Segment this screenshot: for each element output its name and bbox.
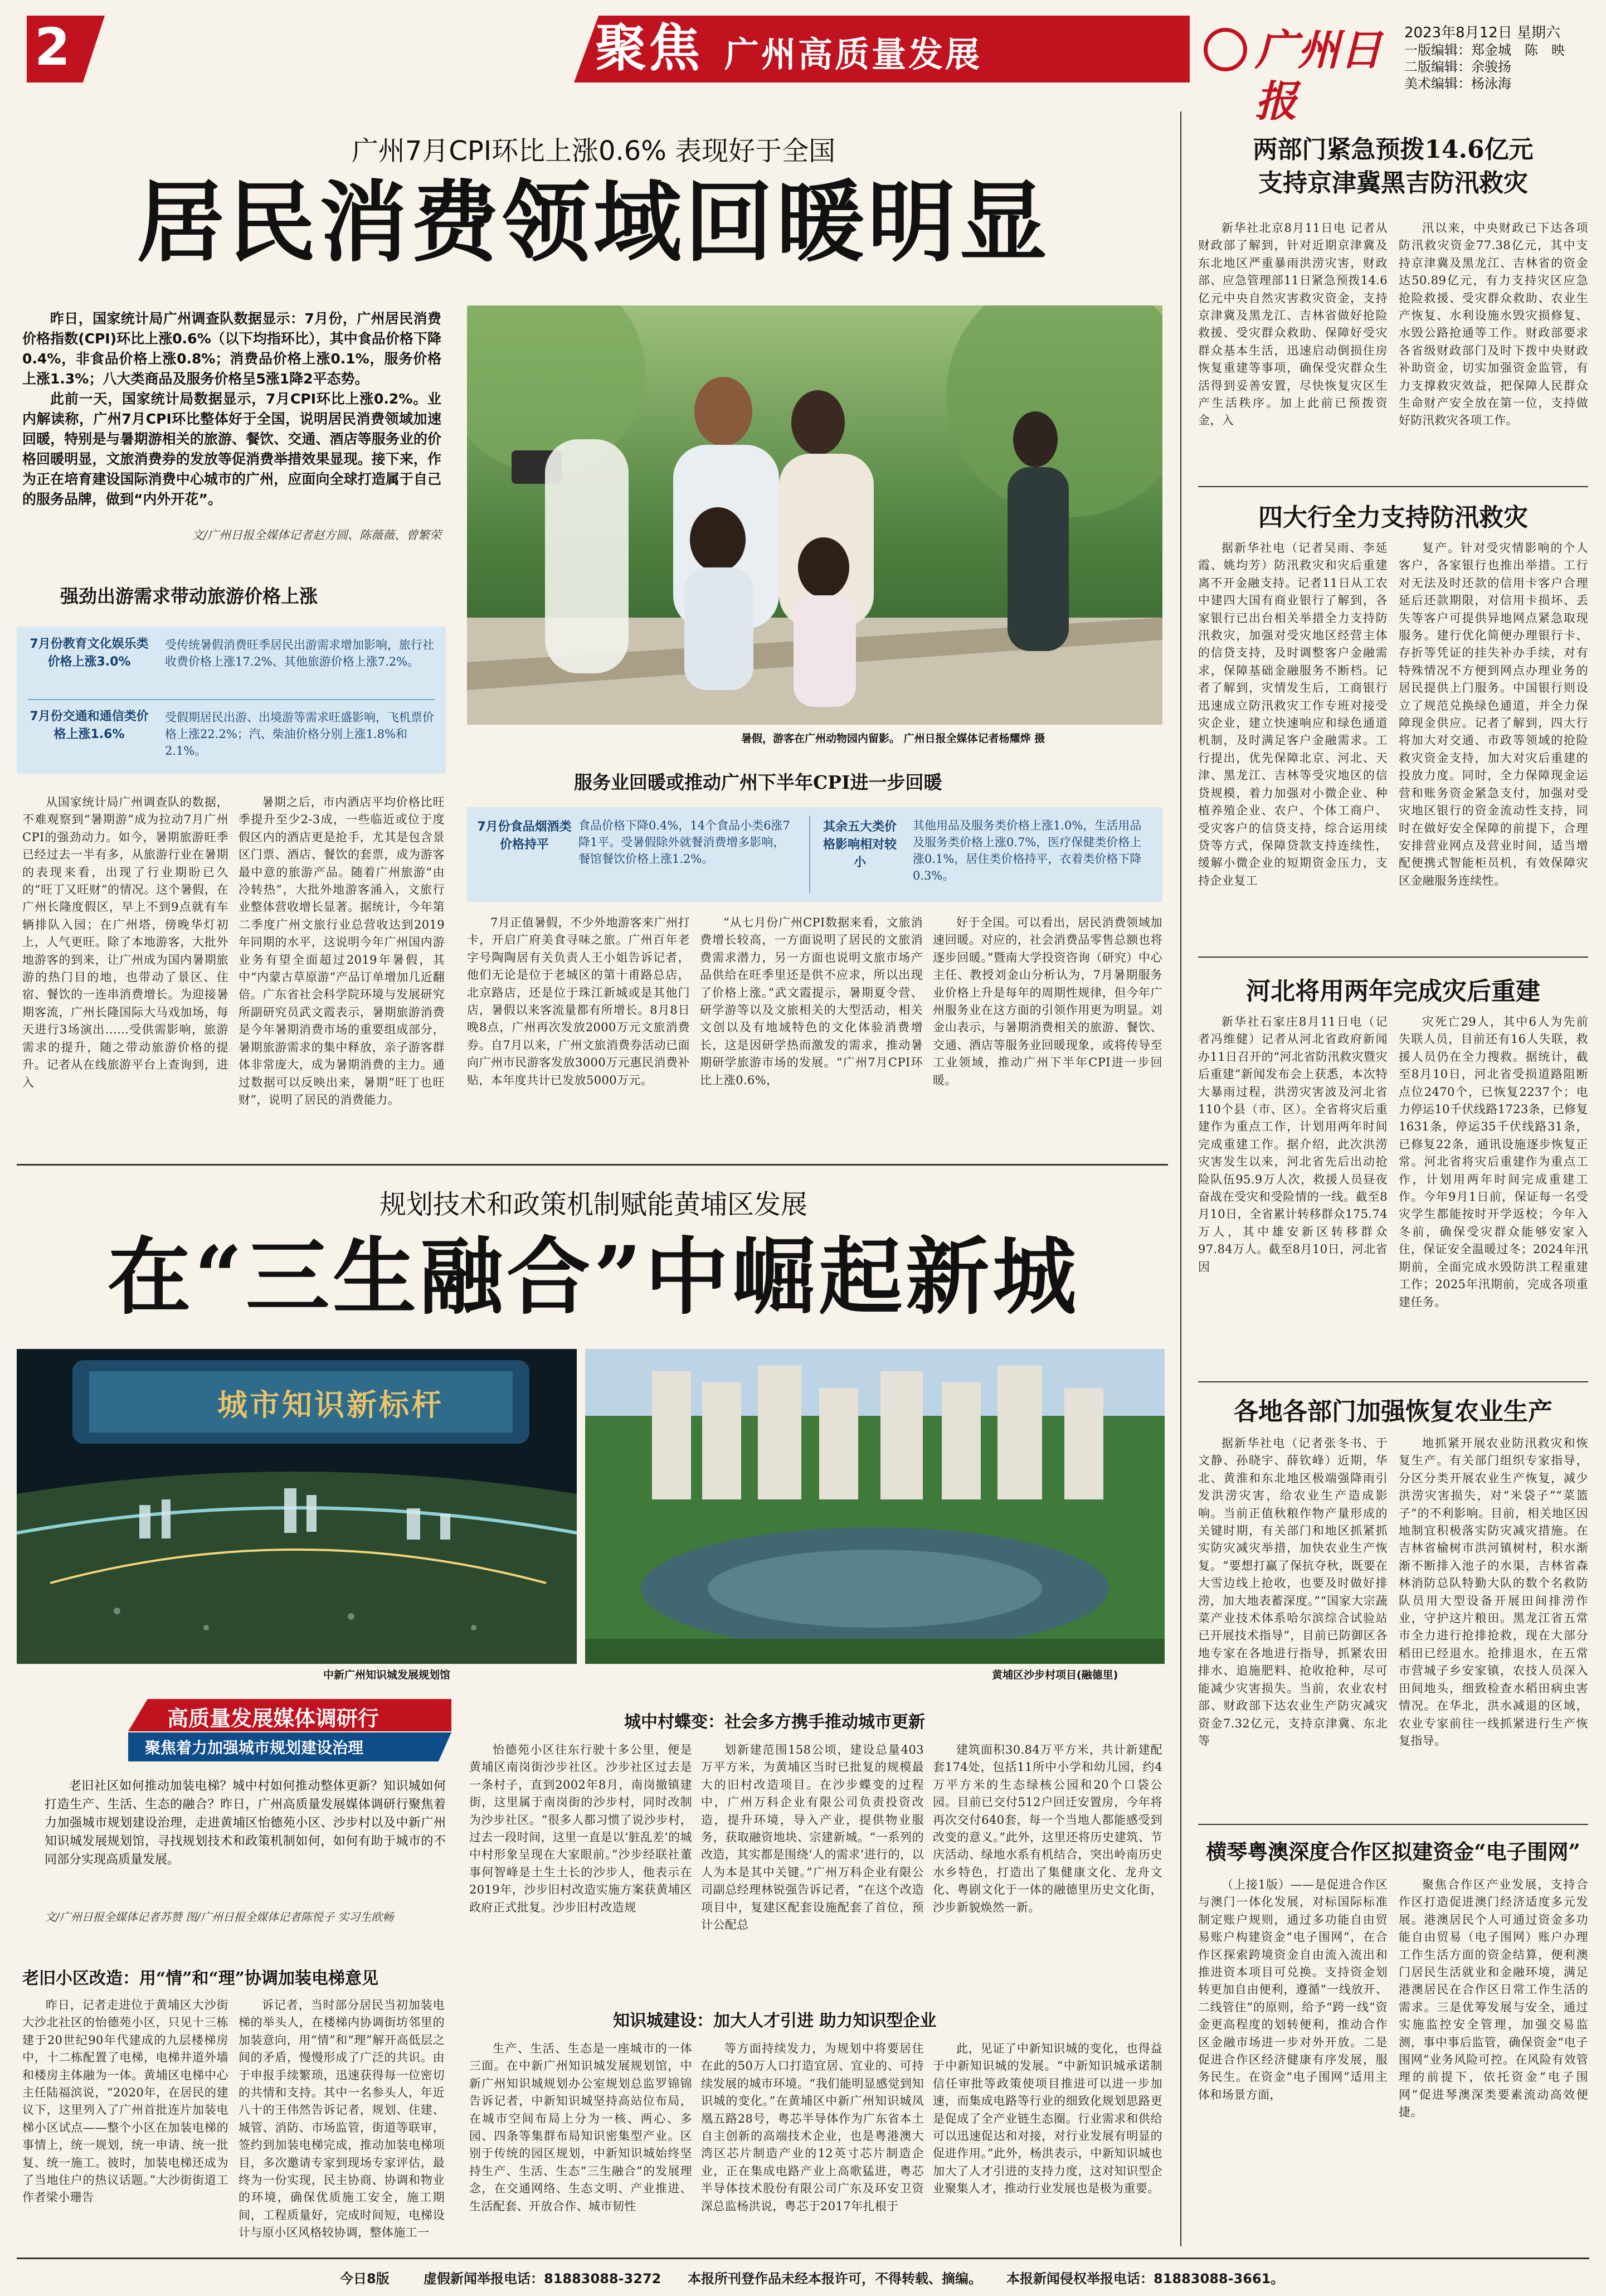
paragraph: 聚焦合作区产业发展，支持合作区打造促进澳门经济适度多元发展。港澳居民个人可通过资金多功能自由贸易（电子围网）账户办理工作生活方面的资金结算，便利澳门居民生活就业和金融环境，满足港澳居民在合作区日常工作生活的需求。三是优筹发展与安全，通过实施监控安全管理，加强交易监测，事中事后监管，确保资金“电子围网”业务风险可控。在风险有效管理的前提下，依托资金“电子围网”促进琴澳深类要素流动高效便捷。	[1399, 1878, 1588, 2119]
article-kicker: 规划技术和政策机制赋能黄埔区发展	[379, 1189, 807, 1220]
subhead-village: 城中村蝶变：社会多方携手推动城市更新	[624, 1712, 925, 1732]
planning-hall-sign: 城市知识新标杆	[217, 1387, 444, 1423]
family-photo-caption: 暑假，游客在广州动物园内留影。 广州日报全媒体记者杨耀烨 摄	[741, 732, 1045, 745]
brief-title: 各地各部门加强恢复农业生产	[1234, 1397, 1553, 1426]
brief-title: 支持京津冀黑吉防汛救灾	[1258, 169, 1528, 197]
paragraph: （上接1版）——是促进合作区与澳门一体化发展，对标国际标准制定账户规则，通过多功能自由贸易账户构建资金“电子围网”，在合作区探索跨境资金自由流入流出和推进资本项目可兑换。支持资金划转更加自由便利，遵循“一线放开、二线管住”的原则，给予“跨一线”资金更高程度的划转便利，推动合作区金融市场进一步对外开放。二是促进合作区经济健康有序发展，服务民生。在资金“电子围网”适用主体和场景方面，	[1198, 1878, 1388, 2101]
logo	[1204, 17, 1393, 126]
brief-divider	[1198, 486, 1588, 487]
food-price-box	[467, 807, 1162, 902]
article-column	[933, 1741, 1162, 1992]
paragraph: 灾死亡29人，其中6人为先前失联人员，目前还有16人失联，救援人员仍在全力搜救。据统计，截至8月10日，河北省受损道路阻断点位2470个，已恢复2237个；电力停运10千伏线路1723条，已修复1631条，停运35千伏线路31条，已修复22条，通讯设施逐步恢复正常。河北省将灾后重建作为重点工作，计划用两年时间完成重建工作。今年9月1日前，保证每一名受灾学生都能按时开学返校；今年入冬前，确保受灾群众能够安家入住，保证安全温暖过冬；2024年汛期前，全面完成水毁防洪工程重建工作；2025年汛期前，完成各项重建任务。	[1399, 1015, 1588, 1309]
paragraph: 此，见证了中新知识城的变化，也得益于中新知识城的发展。“中新知识城承诺制信任审批等政策使项目推进可以进一步加速，而集成电路等行业的细致化规划思路更是促成了全产业链生态圈。行业需求和供给可以迅速促达和对接，对行业发展有明显的促进作用。”此外，杨洪表示，中新知识城也加大了人才引进的支持力度，这对知识型企业聚集人才，推动行业发展也是极为重要。	[933, 2042, 1162, 2196]
brief-column	[1399, 220, 1588, 482]
article-column	[22, 794, 228, 1153]
article-column	[469, 2040, 692, 2246]
brief-title: 横琴粤澳深度合作区拟建资金“电子围网”	[1206, 1839, 1580, 1864]
shabu-village-caption: 黄埔区沙步村项目(融德里)	[992, 1669, 1118, 1681]
article-column	[701, 2040, 924, 2246]
paragraph: 生产、生活、生态是一座城市的一体三面。在中新广州知识城发展规划馆，中新广州知识城规划办公室规划总监罗锦锦告诉记者，中新知识城坚持高站位布局，在城市空间布局上分为一核、两心、多园、四条等集群布局知识密集型产业。区别于传统的园区规划，中新知识城始终坚持生产、生活、生态“三生融合”的发展理念，在交通网络、生态文明、产业推进、生活配套、开放合作、城市韧性	[469, 2042, 692, 2213]
shabu-village-photo	[585, 1349, 1165, 1664]
box-row-head: 7月份食品烟酒类价格持平	[477, 820, 572, 852]
brief-column	[1399, 1435, 1588, 1819]
header-date: 2023年8月12日 星期六	[1404, 25, 1561, 41]
paragraph: 据新华社电（记者吴雨、李延霞、姚均芳）防汛救灾和灾后重建离不开金融支持。记者11日从工农中建四大国有商业银行了解到，各家银行已出台相关举措全力支持防汛救灾，加强对受灾地区经营主体的信贷支持，及时调整客户金融需求，保障基础金融服务不断档。记者了解到，灾情发生后，工商银行迅速成立防汛救灾工作专班对接受灾企业，建立快速响应和绿色通道机制，及时满足客户金融需求。工行提出，优先保障北京、河北、天津、黑龙江、吉林等受灾地区的信贷规模，着力加强对小微企业、种植养殖企业、农户、个体工商户、受灾客户的信贷支持，综合运用续贷等方式，保障贷款支持连续性，缓解小微企业的短期资金压力，支持企业复工	[1198, 541, 1388, 887]
brief-divider	[1198, 1381, 1588, 1382]
article-headline: 在“三生融合”中崛起新城	[107, 1228, 1080, 1326]
box-divider	[28, 699, 435, 700]
subhead-elevator: 老旧小区改造：用“情”和“理”协调加装电梯意见	[22, 1969, 379, 1988]
paragraph: 划新建范围158公顷，建设总量403万平方米，为黄埔区当时已批复的规模最大的旧村改造项目。在沙步蝶变的过程中，广州万科企业有限公司负责投资改造，提升环境，导入产业，提供物业服务，获取融资地块、宗建新城。“一系列的改造，其实都是围绕‘人的需求’进行的，以人为本是其中关键。”广州万科企业有限公司副总经理林锐强告诉记者，“在这个改造项目中，复建区配套设施配套了首位，预计公配总	[701, 1743, 924, 1932]
box-divider	[809, 816, 810, 893]
article-headline: 居民消费领域回暖明显	[137, 171, 1050, 274]
box-row-head: 7月份教育文化娱乐类价格上涨3.0%	[30, 637, 149, 669]
intro-paragraph: 老旧社区如何推动加装电梯？城中村如何推动整体更新？知识城如何打造生产、生活、生态的融合？昨日，广州高质量发展媒体调研行聚焦着力加强城市规划建设治理，走进黄埔区怡德苑小区、沙步村以及中新广州知识城发展规划馆，寻找规划技术和政策机制如何，如何有助于城市的不同部分实现高质量发展。	[45, 1779, 446, 1867]
page-header	[0, 0, 1606, 126]
footer-note: 本报所刊登作品未经本报许可，不得转载、摘编。	[688, 2271, 982, 2287]
banner-subtitle: 聚焦着力加强城市规划建设治理	[145, 1739, 364, 1757]
article-byline: 文/广州日报全媒体记者苏赞 图/广州日报全媒体记者陈悦子 实习生欧畅	[45, 1910, 394, 1924]
paragraph: 诉记者，当时部分居民当初加装电梯的举头人，在楼梯内协调街坊邻里的加装意向，用“情”和“理”解开高低层之间的矛盾，慢慢形成了广泛的共识。由于申报手续繁琐，迅速获得每一位密切的共情和支持。其中一名参头人，年近八十的王伟然告诉记者，规划、住建、城管、消防、市场监管，街道等联审，签约到加装电梯完成，推动加装电梯项目，多次邀请专家到现场专家评估，最终为一份实现，民主协商、协调和物业的环境，确保优质施工安全，施工期间，工程质量好，完成时间短，电梯设计与原小区风格较协调，整体施工一	[239, 1998, 445, 2240]
brief-column	[1198, 1013, 1388, 1377]
subhead-service: 服务业回暖或推动广州下半年CPI进一步回暖	[574, 771, 942, 793]
paragraph: 昨日，记者走进位于黄埔区大沙街大沙北社区的怡德苑小区，只见十三栋建于20世纪90年代建成的九层楼梯房中，十二栋配置了电梯，电梯井道外墙和楼房主体融为一体。黄埔区电梯中心主任陆福滨说，“2020年，在居民的建议下，这里列入了广州首批连片加装电梯小区试点——整个小区在加装电梯的事情上，统一规划，统一申请、统一批复、统一施工。彼时，加装电梯还成为了当地住户的热议话题。”大沙街街道工作者梁小珊告	[22, 1998, 228, 2205]
paragraph: 新华社北京8月11日电 记者从财政部了解到，针对近期京津冀及东北地区严重暴雨洪涝灾害，财政部、应急管理部11日紧急预拨14.6亿元中央自然灾害救灾资金，支持京津冀及黑龙江、吉林省做好抢险救援、受灾群众救助、保障好受灾群众基本生活，迅速启动倒损住房恢复重建等事项，确保受灾群众生活得到妥善安置，尽快恢复灾区生产生活秩序。加上此前已预拨资金，入	[1198, 221, 1388, 428]
paragraph: 汛以来，中央财政已下达各项防汛救灾资金77.38亿元，其中支持京津冀及黑龙江、吉林省的资金达50.89亿元，有力支持灾区应急抢险救援、受灾群众救助、农业生产恢复、水利设施水毁灾损修复、水毁公路抢通等工作。财政部要求各省级财政部门及时下拨中央财政补助资金，切实加强资金监管，有力支撑救灾效益，把保障人民群众生命财产安全放在第一位，支持做好防汛救灾各项工作。	[1399, 221, 1588, 428]
editor-2: 二版编辑：余骏扬	[1404, 59, 1511, 75]
article-intro	[45, 1777, 446, 1905]
logo-emblem-icon	[1204, 28, 1247, 71]
article-lead	[22, 309, 441, 509]
footer-hotline: 虚假新闻举报电话：81883088-3272	[424, 2271, 661, 2287]
lead-paragraph: 此前一天，国家统计局数据显示，7月CPI环比上涨0.2%。业内解读称，广州7月CPI环比整体好于全国，说明居民消费领域加速回暖，特别是与暑期游相关的旅游、餐饮、交通、酒店等服务业的价格回暖明显，文旅消费券的发放等促消费举措效果显现。接下来，作为正在培育建设国际消费中心城市的广州，应面向全球打造属于自己的服务品牌，做到“内外开花”。	[22, 391, 441, 507]
brief-column	[1399, 540, 1588, 952]
article-column	[239, 1997, 445, 2246]
paragraph: “从七月份广州CPI数据来看，文旅消费增长较高，一方面说明了居民的文旅消费需求潜力，另一方面也说明文旅市场产品供给在旺季里还是供不应求，所以出现了价格上涨。”武文霞提示，暑期夏令营、研学游等以及文旅相关的大型活动，相关文创以及有地域特色的文化体验消费增长，这是因研学热而激发的需求，推动暑期研学旅游市场的发展。“广州7月CPI环比上涨0.6%，	[700, 916, 923, 1087]
article-column	[22, 1997, 228, 2246]
footer-hotline: 本报新闻侵权举报电话：81883088-3661。	[1006, 2271, 1284, 2287]
article-byline: 文/广州日报全媒体记者赵方圆、陈薇薇、曾繁荣	[191, 528, 441, 542]
paragraph: 暑期之后，市内酒店平均价格比旺季提升至少2-3成，一些临近或位于度假区内的酒店更是抢手，尤其是包含景区门票、酒店、餐饮的套票，成为游客最中意的旅游产品。随着广州旅游“由冷转热”，大批外地游客涌入，文旅行业整体营收增长显著。据统计，今年第二季度广州文旅行业总营收达到2019年同期的水平，这说明今年广州国内游业务有望全面超过2019年暑假，其中“内蒙古草原游”产品订单增加几近翻倍。广东省社会科学院环境与发展研究所副研究员武文霞表示，暑期旅游消费是今年暑期消费市场的重要组成部分，暑期旅游需求的集中释放，亲子游客群体非常庞大，成为暑期消费的主力。通过数据可以反映出来，暑期“旺丁也旺财”，说明了居民的消费能力。	[239, 795, 445, 1106]
page-number: 2	[35, 17, 71, 77]
article-column	[469, 1741, 692, 1992]
box-row-head: 其余五大类价格影响相对较小	[823, 820, 897, 870]
page-footer	[0, 2258, 1606, 2296]
brief-column	[1198, 1876, 1388, 2246]
brief-column	[1198, 220, 1388, 482]
paragraph: 好于全国。可以看出，居民消费领域加速回暖。对应的，社会消费品零售总额也将逐步回暖。”暨南大学投资咨询（研究）中心主任、教授刘金山分析认为，7月暑期服务业价格上升是每年的周期性规律，但今年广州服务业在这方面的引领作用更为明显。刘金山表示，与暑期消费相关的旅游、餐饮、交通、酒店等服务业回暖现象，或将传导至工业领域，推动广州下半年CPI进一步回暖。	[933, 916, 1162, 1087]
box-row-body: 受传统暑假消费旺季居民出游需求增加影响，旅行社收费价格上涨17.2%、其他旅游价格上涨7.2%。	[165, 638, 434, 668]
brief-column	[1198, 1435, 1388, 1819]
box-row-body: 其他用品及服务类价格上涨1.0%，生活用品及服务类价格上涨0.7%，医疗保健类价格上涨0.1%，居住类价格持平，衣着类价格下降0.3%。	[913, 819, 1142, 882]
section-divider	[17, 1164, 1168, 1166]
header-section: 广州高质量发展	[724, 34, 982, 75]
box-row	[17, 706, 446, 769]
article-column	[700, 914, 923, 1153]
logo-text: 广州日报	[1255, 25, 1382, 126]
brief-title: 两部门紧急预拨14.6亿元	[1253, 135, 1534, 164]
paragraph: 建筑面积30.84万平方米，共计新建配套174处，包括11所中小学和幼儿园，约4万平方米的生态绿核公园和20个口袋公园。目前已交付512户回迁安置房，今年将再次交付640套，每一个当地人都能感受到改变的意义。”此外，这里还将历史建筑、节庆活动、绿地水系有机结合，突出岭南历史水乡特色，打造出了集健康文化、龙舟文化、粤剧文化于一体的融德里历史文化街，沙步新貌焕然一新。	[933, 1743, 1162, 1914]
brief-title: 四大行全力支持防汛救灾	[1258, 503, 1528, 532]
article-column	[701, 1741, 924, 1992]
brief-column	[1198, 540, 1388, 952]
family-photo-image	[467, 305, 1162, 725]
paragraph: 据新华社电（记者张冬书、于文静、孙晓宇、薛钦峰）近期，华北、黄淮和东北地区极端强降雨引发洪涝灾害，给农业生产造成影响。当前正值秋粮作物产量形成的关键时期，有关部门和地区抓紧抓实防灾减灾举措，加快农业生产恢复。“要想打赢了保抗夺秋，既要在大雪边线上抢收，也要及时做好排涝，加大地表蓄深度。”“国家大宗蔬菜产业技术体系哈尔滨综合试验站已开展技术指导”，目前已防御区各地专家在各地进行指导，抓紧农田排水、追施肥料、抢收抢种，尽可能减少灾害损失。当前，农业农村部、财政部下达农业生产防灾减灾资金7.32亿元，支持京津冀、东北等	[1198, 1436, 1388, 1748]
paragraph: 从国家统计局广州调查队的数据，不难观察到“暑期游”成为拉动7月广州CPI的强劲动力。如今，暑期旅游旺季已经过去一半有多，从旅游行业在暑期的表现来看，出现了行业期盼已久的“旺丁又旺财”的情况。这个暑假，在广州长隆度假区，早上不到9点就有车辆排队入园；在广州塔，傍晚华灯初上，人气更旺。除了本地游客，大批外地游客的到来，让广州成为国内暑期旅游的热门目的地，也带动了景区、住宿、餐饮的一连串消费增长。为迎接暑期客流，广州长隆国际大马戏加场，每天进行3场演出……受供需影响，旅游需求的提升，随之带动旅游价格的提升。记者从在线旅游平台上查询到，进入	[22, 795, 228, 1089]
column-divider	[1180, 111, 1181, 2246]
subhead-knowledge: 知识城建设：加大人才引进 助力知识型企业	[613, 2011, 937, 2031]
footer-today: 今日8版	[340, 2271, 390, 2287]
brief-divider	[1198, 957, 1588, 958]
box-row	[17, 633, 446, 697]
article-column	[933, 914, 1162, 1153]
editor-1: 一版编辑：郑金城 陈 映	[1404, 42, 1565, 58]
brief-divider	[1198, 1824, 1588, 1825]
article-column	[239, 794, 445, 1153]
planning-hall-caption: 中新广州知识城发展规划馆	[323, 1669, 451, 1681]
footer-rule	[17, 2258, 1589, 2259]
subhead-travel: 强劲出游需求带动旅游价格上涨	[60, 585, 318, 607]
paragraph: 怡德苑小区往东行驶十多公里，便是黄埔区南岗街沙步社区。沙步社区过去是一条村子，直到2002年8月，南岗撤镇建街，这里属于南岗街的沙步村，同时改制为沙步社区。“很多人都习惯了说沙步村，过去一段时间，这里一直是以‘脏乱差’的城中村形象呈现在大家眼前。”沙步经联社董事何智峰是土生土长的沙步人，他表示在2019年，沙步旧村改造实施方案获黄埔区政府正式批复。沙步旧村改造规	[469, 1743, 692, 1914]
paragraph: 地抓紧开展农业防汛救灾和恢复生产。有关部门组织专家指导，分区分类开展农业生产恢复，减少洪涝灾害损失，对“米袋子”“菜篮子”的不利影响。目前，相关地区因地制宜积极落实防灾减灾措施。在吉林省榆树市洪河镇树村，积水渐渐不断排入池子的水渠，吉林省森林消防总队特勤大队的数个名救防队员用大型设备开展田间排涝作业，守护这片粮田。黑龙江省五常市全力进行抢排抢救，现在大部分稻田已经退水。抢排退水，在五常市营城子乡安家镇，农技人员深入田间地头，细致检查水稻田病虫害情况。在华北，洪水减退的区域，农业专家前往一线抓紧进行生产恢复指导。	[1399, 1436, 1588, 1748]
article-column	[467, 914, 690, 1153]
lead-paragraph: 昨日，国家统计局广州调查队数据显示：7月份，广州居民消费价格指数(CPI)环比上涨0.6%（以下均指环比），其中食品价格下降0.4%，非食品价格上涨0.8%；消费品价格上涨0.1%，服务价格上涨1.3%；八大类商品及服务价格呈5涨1降2平态势。	[22, 310, 441, 387]
box-row-body: 食品价格下降0.4%，14个食品小类6涨7降1平。受暑假除外就餐消费增多影响，餐馆餐饮价格上涨1.2%。	[578, 819, 790, 866]
article-kicker: 广州7月CPI环比上涨0.6% 表现好于全国	[351, 135, 836, 167]
paragraph: 等方面持续发力，为规划中将要居住在此的50万人口打造宜居、宜业的、可持续发展的城市环境。“我们能明显感觉到知识城的变化。”在黄埔区中新广州知识城凤凰五路28号，粤芯半导体作为广东省本土自主创新的高端技术企业，也是粤港澳大湾区芯片制造产业的12英寸芯片制造企业，正在集成电路产业上高歌猛进，粤芯半导体技术股份有限公司广东及环安卫资深总监杨洪说，粤芯于2017年扎根于	[701, 2042, 924, 2213]
banner-title: 高质量发展媒体调研行	[167, 1706, 379, 1731]
paragraph: 新华社石家庄8月11日电（记者冯维健）记者从河北省政府新闻办11日召开的“河北省防汛救灾暨灾后重建”新闻发布会上获悉，本次特大暴雨过程，洪涝灾害波及河北省110个县（市、区）。全省将灾后重建作为重点工作，计划用两年时间完成重建工作。据介绍，此次洪涝灾害发生以来，河北省先后出动抢险队伍95.9万人次，救援人员昼夜奋战在受灾和受险情的一线。截至8月10日，全省累计转移群众175.74万人，其中雄安新区转移群众97.84万人。截至8月10日，河北省因	[1198, 1015, 1388, 1274]
family-photo	[467, 305, 1162, 725]
box-row-head: 7月份交通和通信类价格上涨1.6%	[30, 710, 149, 741]
article-column	[933, 2040, 1162, 2246]
box-row-body: 受假期居民出游、出境游等需求旺盛影响，飞机票价格上涨22.2%；汽、柴油价格分别上涨1.8%和2.1%。	[165, 711, 434, 758]
survey-banner	[17, 1699, 451, 1766]
brief-column	[1399, 1876, 1588, 2246]
shabu-village-image	[585, 1349, 1165, 1664]
planning-hall-photo	[17, 1349, 577, 1664]
travel-price-box	[17, 627, 446, 774]
paragraph: 7月正值暑假，不少外地游客来广州打卡，开启广府美食寻味之旅。广州百年老字号陶陶居有关负责人王小姐告诉记者，他们无论是位于老城区的第十甫路总店，北京路店，还是位于珠江新城或是其他门店，暑假以来客流量都有所增长。8月8日晚8点，广州再次发放2000万元文旅消费券。自7月以来，广州文旅消费券活动已面向广州市民游客发放3000万元惠民消费补贴，本年度共计已发放5000万元。	[467, 916, 690, 1087]
brief-column	[1399, 1013, 1588, 1377]
editor-3: 美术编辑：杨泳海	[1404, 76, 1511, 91]
paragraph: 复产。针对受灾情影响的个人客户，各家银行也推出举措。工行对无法及时还款的信用卡客户合理延后还款期限，对信用卡损坏、丢失等客户可提供异地网点紧急取现服务。建行优化简便办理银行卡、存折等凭证的挂失补办手续，对有特殊情况不方便到网点办理业务的居民提供上门服务。中国银行则设立了规范兑换绿色通道，并全力保障现金供应。记者了解到，四大行将加大对交通、市政等领域的抢险救灾资金支持，加大对灾后重建的投放力度。同时，全力保障现金运营和账务资金紧急支付，加强对受灾地区银行的资金流动性支持，同时在做好安全保障的前提下，合理安排营业网点及营业时间，适当增配便携式智能柜员机，有效保障灾区金融服务连续性。	[1399, 541, 1588, 887]
brief-title: 河北将用两年完成灾后重建	[1246, 977, 1540, 1006]
header-focus: 聚焦	[595, 18, 703, 78]
